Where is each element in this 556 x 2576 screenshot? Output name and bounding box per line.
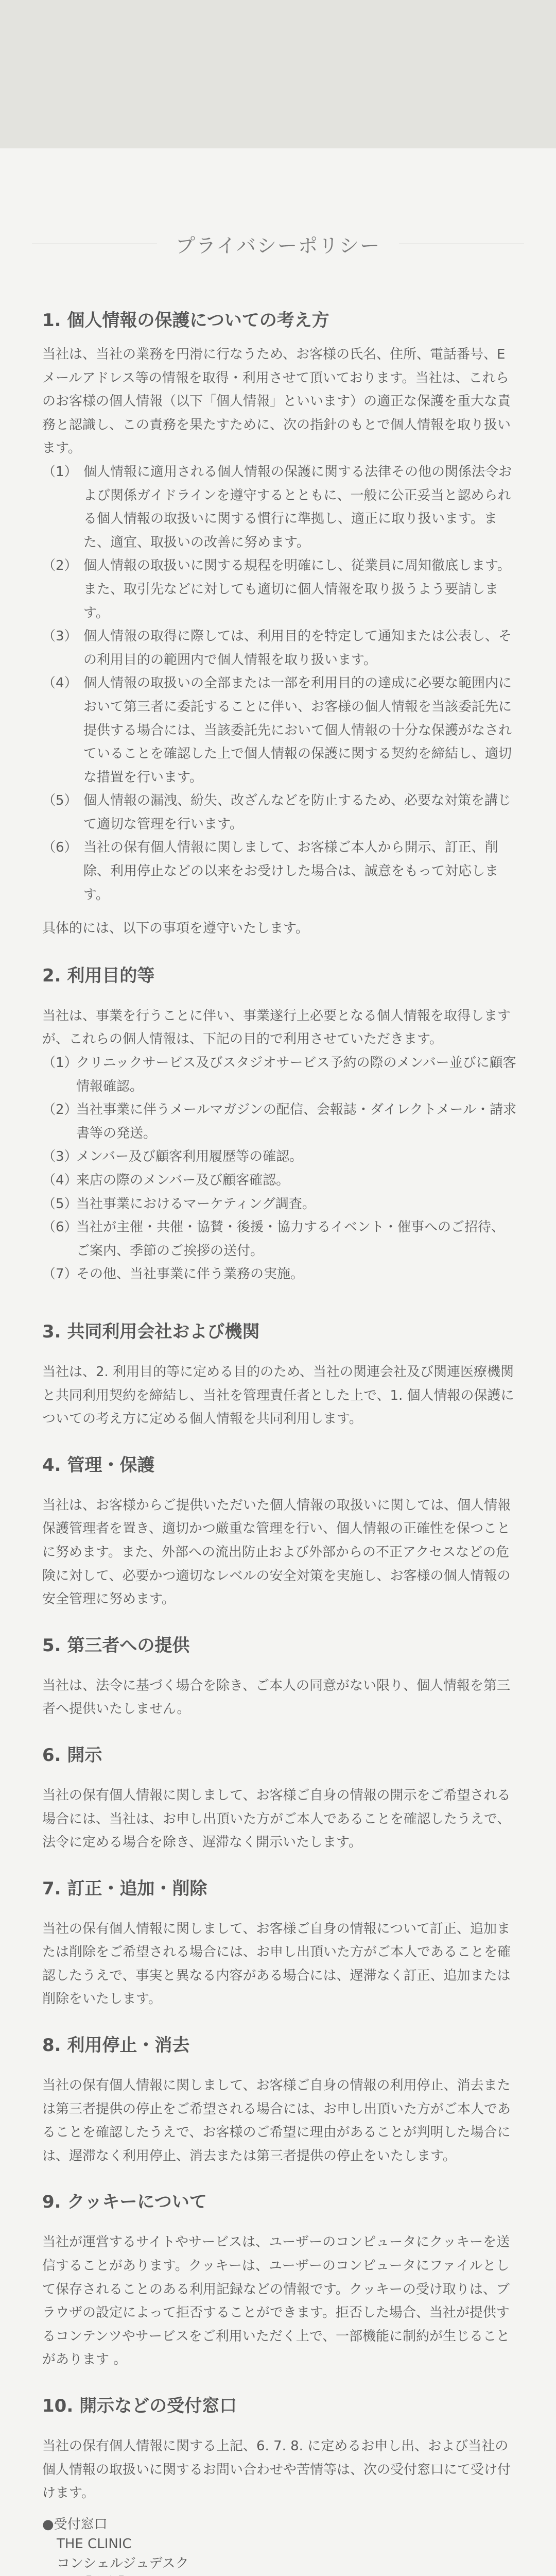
list-item — [42, 1169, 517, 1193]
page-title: プライバシーポリシー — [175, 234, 381, 257]
section-body: 当社の保有個人情報に関しまして、お客様ご自身の情報の利用停止、消去または第三者提供の停止をご希望される場合には、お申し出頂いた方がご本人であることを確認したうえで、お客様のご希望に理由があることが判明した場合には、遅滞なく利用停止、消去または第三者提供の停止をいたします。 — [42, 2078, 511, 2164]
list-text: 個人情報の取扱いに関する規程を明確にし、従業員に周知徹底します。また、取引先などに対しても適切に個人情報を取り扱うよう要請します。 — [83, 558, 511, 621]
section-body: 当社は、当社の業務を円滑に行なうため、お客様の氏名、住所、電話番号、E メールアドレス等の情報を取得・利用させて頂いております。当社は、これらのお客様の個人情報（以下「個人情報」といいます）の適正な保護を重大な責務と認識し、この責務を果たすために、次の指針のもとで個人情報を取り扱います。 — [42, 347, 511, 456]
list-marker: （6） — [42, 1219, 78, 1235]
section-body: 当社は、2. 利用目的等に定める目的のため、当社の関連会社及び関連医療機関と共同利用契約を締結し、当社を管理責任者とした上で、1. 個人情報の保護についての考え方に定める個人情報を共同利用します。 — [42, 1364, 514, 1427]
section-body: 当社は、法令に基づく場合を除き、ご本人の同意がない限り、個人情報を第三者へ提供いたしません。 — [42, 1677, 510, 1717]
section-body: 当社の保有個人情報に関しまして、お客様ご自身の情報の開示をご希望される場合には、当社は、お申し出頂いた方がご本人であることを確認したうえで、法令に定める場合を除き、遅滞なく開示いたします。 — [42, 1787, 511, 1851]
list-marker: （4） — [42, 1173, 78, 1188]
list-item — [42, 1193, 517, 1216]
section-heading: 6. 開示 — [42, 1744, 102, 1766]
section-body: 当社が運営するサイトやサービスは、ユーザーのコンピュータにクッキーを送信することがあります。クッキーは、ユーザーのコンピュータにファイルとして保存されることのある利用記録などの情報です。クッキーの受け取りは、ブラウザの設定によって拒否することができます。拒否した場合、当社が提供するコンテンツやサービスをご利用いただく上で、一部機能に制約が生じることがあります 。 — [42, 2234, 510, 2368]
list-item — [42, 1263, 517, 1286]
list-marker: （3） — [42, 629, 78, 645]
list-text: 当社が主催・共催・協賛・後援・協力するイベント・催事へのご招待、ご案内、季節のご挨拶の送付。 — [76, 1219, 505, 1259]
section-note: 具体的には、以下の事項を遵守いたします。 — [42, 921, 309, 937]
list-text: その他、当社事業に伴う業務の実施。 — [76, 1266, 304, 1282]
policy-content — [42, 307, 517, 2576]
list-item — [42, 625, 517, 672]
list-text: 当社事業におけるマーケティング調査。 — [76, 1196, 316, 1212]
contact-name: THE CLINIC — [57, 2536, 132, 2552]
list-item — [42, 1216, 517, 1263]
list-text: 当社の保有個人情報に関しまして、お客様ご本人から開示、訂正、削除、利用停止などの以来をお受けした場合は、誠意をもって対応します。 — [83, 840, 499, 903]
page-title-area — [32, 231, 524, 257]
list-marker: （3） — [42, 1149, 78, 1165]
section-body: 当社の保有個人情報に関する上記、6. 7. 8. に定めるお申し出、および当社の個人情報の取扱いに関するお問い合わせや苦情等は、次の受付窓口にて受け付けます。 — [42, 2438, 511, 2501]
list-text: 当社事業に伴うメールマガジンの配信、会報誌・ダイレクトメール・請求書等の発送。 — [76, 1102, 517, 1141]
list-text: 個人情報に適用される個人情報の保護に関する法律その他の関係法令および関係ガイドラインを遵守するとともに、一般に公正妥当と認められる個人情報の取扱いに関する慣行に準拠し、適正に取り扱います。また、適宜、取扱いの改善に努めます。 — [83, 464, 512, 550]
section-body: 当社の保有個人情報に関しまして、お客様ご自身の情報について訂正、追加または削除をご希望される場合には、お申し出頂いた方がご本人であることを確認したうえで、事実と異なる内容がある場合には、遅滞なく訂正、追加または削除をいたします。 — [42, 1921, 511, 2007]
list-marker: （2） — [42, 1102, 78, 1118]
section-heading: 3. 共同利用会社および機関 — [42, 1321, 260, 1342]
list-marker: （1） — [42, 1055, 78, 1071]
list-text: メンバー及び顧客利用履歴等の確認。 — [76, 1149, 303, 1165]
list-item — [42, 836, 517, 907]
list-item — [42, 1052, 517, 1098]
contact-desk: コンシェルジュデスク — [57, 2555, 189, 2571]
list-marker: （5） — [42, 1196, 78, 1212]
list-item — [42, 554, 517, 625]
section-body: 当社は、事業を行うことに伴い、事業遂行上必要となる個人情報を取得しますが、これらの個人情報は、下記の目的で利用させていただきます。 — [42, 1008, 511, 1047]
hero-banner — [0, 0, 556, 148]
list-marker: （7） — [42, 1266, 78, 1282]
list-item — [42, 1145, 517, 1169]
section-heading: 9. クッキーについて — [42, 2192, 207, 2213]
section-heading: 5. 第三者への提供 — [42, 1635, 190, 1656]
section-heading: 10. 開示などの受付窓口 — [42, 2396, 237, 2416]
section-body: 当社は、お客様からご提供いただいた個人情報の取扱いに関しては、個人情報保護管理者を置き、適切かつ厳重な管理を行い、個人情報の正確性を保つことに努めます。また、外部への流出防止および外部からの不正アクセスなどの危険に対して、必要かつ適切なレベルの安全対策を実施し、お客様の個人情報の安全管理に努めます。 — [42, 1497, 511, 1607]
list-marker: （6） — [42, 840, 78, 856]
list-marker: （5） — [42, 793, 78, 809]
list-marker: （4） — [42, 675, 78, 691]
section-list — [42, 1052, 517, 1286]
list-item — [42, 789, 517, 836]
list-text: クリニックサービス及びスタジオサービス予約の際のメンバー並びに顧客情報確認。 — [76, 1055, 516, 1094]
list-item — [42, 672, 517, 789]
contact-label: ●受付窓口 — [42, 2516, 108, 2532]
list-text: 個人情報の漏洩、紛失、改ざんなどを防止するため、必要な対策を講じて適切な管理を行います。 — [83, 793, 511, 832]
section-heading: 2. 利用目的等 — [42, 965, 155, 986]
section-heading: 1. 個人情報の保護についての考え方 — [42, 310, 329, 331]
list-marker: （1） — [42, 464, 78, 480]
list-item — [42, 461, 517, 554]
list-text: 個人情報の取扱いの全部または一部を利用目的の達成に必要な範囲内において第三者に委託することに伴い、お客様の個人情報を当該委託先に提供する場合には、当該委託先において個人情報の十分な保護がなされていることを確認した上で個人情報の保護に関する契約を締結し、適切な措置を行います。 — [83, 675, 512, 785]
section-heading: 4. 管理・保護 — [42, 1454, 155, 1476]
section-list — [42, 461, 517, 907]
contact-block — [42, 2515, 517, 2576]
section-heading: 8. 利用停止・消去 — [42, 2035, 190, 2056]
list-text: 個人情報の取得に際しては、利用目的を特定して通知または公表し、その利用目的の範囲内で個人情報を取り扱います。 — [83, 629, 512, 668]
list-text: 来店の際のメンバー及び顧客確認。 — [76, 1173, 290, 1188]
list-item — [42, 1098, 517, 1145]
section-heading: 7. 訂正・追加・削除 — [42, 1878, 207, 1899]
contact-phone-link[interactable] — [42, 2573, 517, 2576]
list-marker: （2） — [42, 558, 78, 574]
